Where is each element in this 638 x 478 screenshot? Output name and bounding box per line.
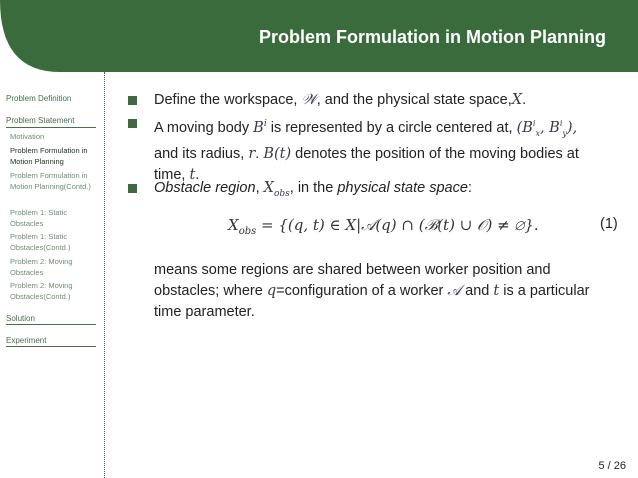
sidebar xyxy=(0,72,105,478)
sidebar-item-static-obstacles-contd[interactable]: Problem 1: Static Obstacles(Contd.) xyxy=(10,232,71,252)
sidebar-divider xyxy=(6,127,96,128)
sidebar-item-moving-obstacles[interactable]: Problem 2: Moving Obstacles xyxy=(10,257,73,277)
sidebar-item-static-obstacles[interactable]: Problem 1: Static Obstacles xyxy=(10,208,68,228)
equation-number: (1) xyxy=(600,216,618,232)
bullet-obstacle-region: Obstacle region, $X_{obs}$, in the physical state space: xyxy=(154,180,472,199)
bullet-moving-body: A moving body $B^i$ is represented by a circle centered at, ($B^i_x$, $B^i_y$), and its radius, r. B(t) denotes the position of the moving bodies at time, t. xyxy=(154,119,579,183)
header-bar xyxy=(0,0,638,72)
sidebar-item-motivation[interactable]: Motivation xyxy=(10,132,45,141)
sidebar-section-problem-statement[interactable]: Problem Statement xyxy=(6,116,75,125)
sidebar-section-solution[interactable]: Solution xyxy=(6,314,35,323)
page-title: Problem Formulation in Motion Planning xyxy=(259,27,606,47)
sidebar-item-formulation[interactable]: Problem Formulation in Motion Planning xyxy=(10,146,88,166)
page-number: 5 / 26 xyxy=(598,460,626,472)
sidebar-section-problem-definition[interactable]: Problem Definition xyxy=(6,94,72,103)
sidebar-item-moving-obstacles-contd[interactable]: Problem 2: Moving Obstacles(Contd.) xyxy=(10,281,73,301)
sidebar-divider xyxy=(6,324,96,325)
bullet-workspace: Define the workspace, 𝒲, and the physical state space,X. xyxy=(154,92,527,108)
equation-obstacle-region: $X_{obs} = \{(q$, t) ∈ X|𝒜(q) ∩ (ℬ(t) ∪ 𝒪) ≠ ∅}. xyxy=(228,216,539,237)
sidebar-section-experiment[interactable]: Experiment xyxy=(6,336,47,345)
bullet-marker xyxy=(128,119,137,128)
bullet-marker xyxy=(128,96,137,105)
explanation-paragraph: means some regions are shared between worker position and obstacles; where q=configuration of a worker 𝒜 and t is a particular time parameter. xyxy=(154,262,590,320)
bullet-marker xyxy=(128,184,137,193)
sidebar-divider xyxy=(6,346,96,347)
sidebar-item-formulation-contd[interactable]: Problem Formulation in Motion Planning(Contd.) xyxy=(10,171,91,191)
